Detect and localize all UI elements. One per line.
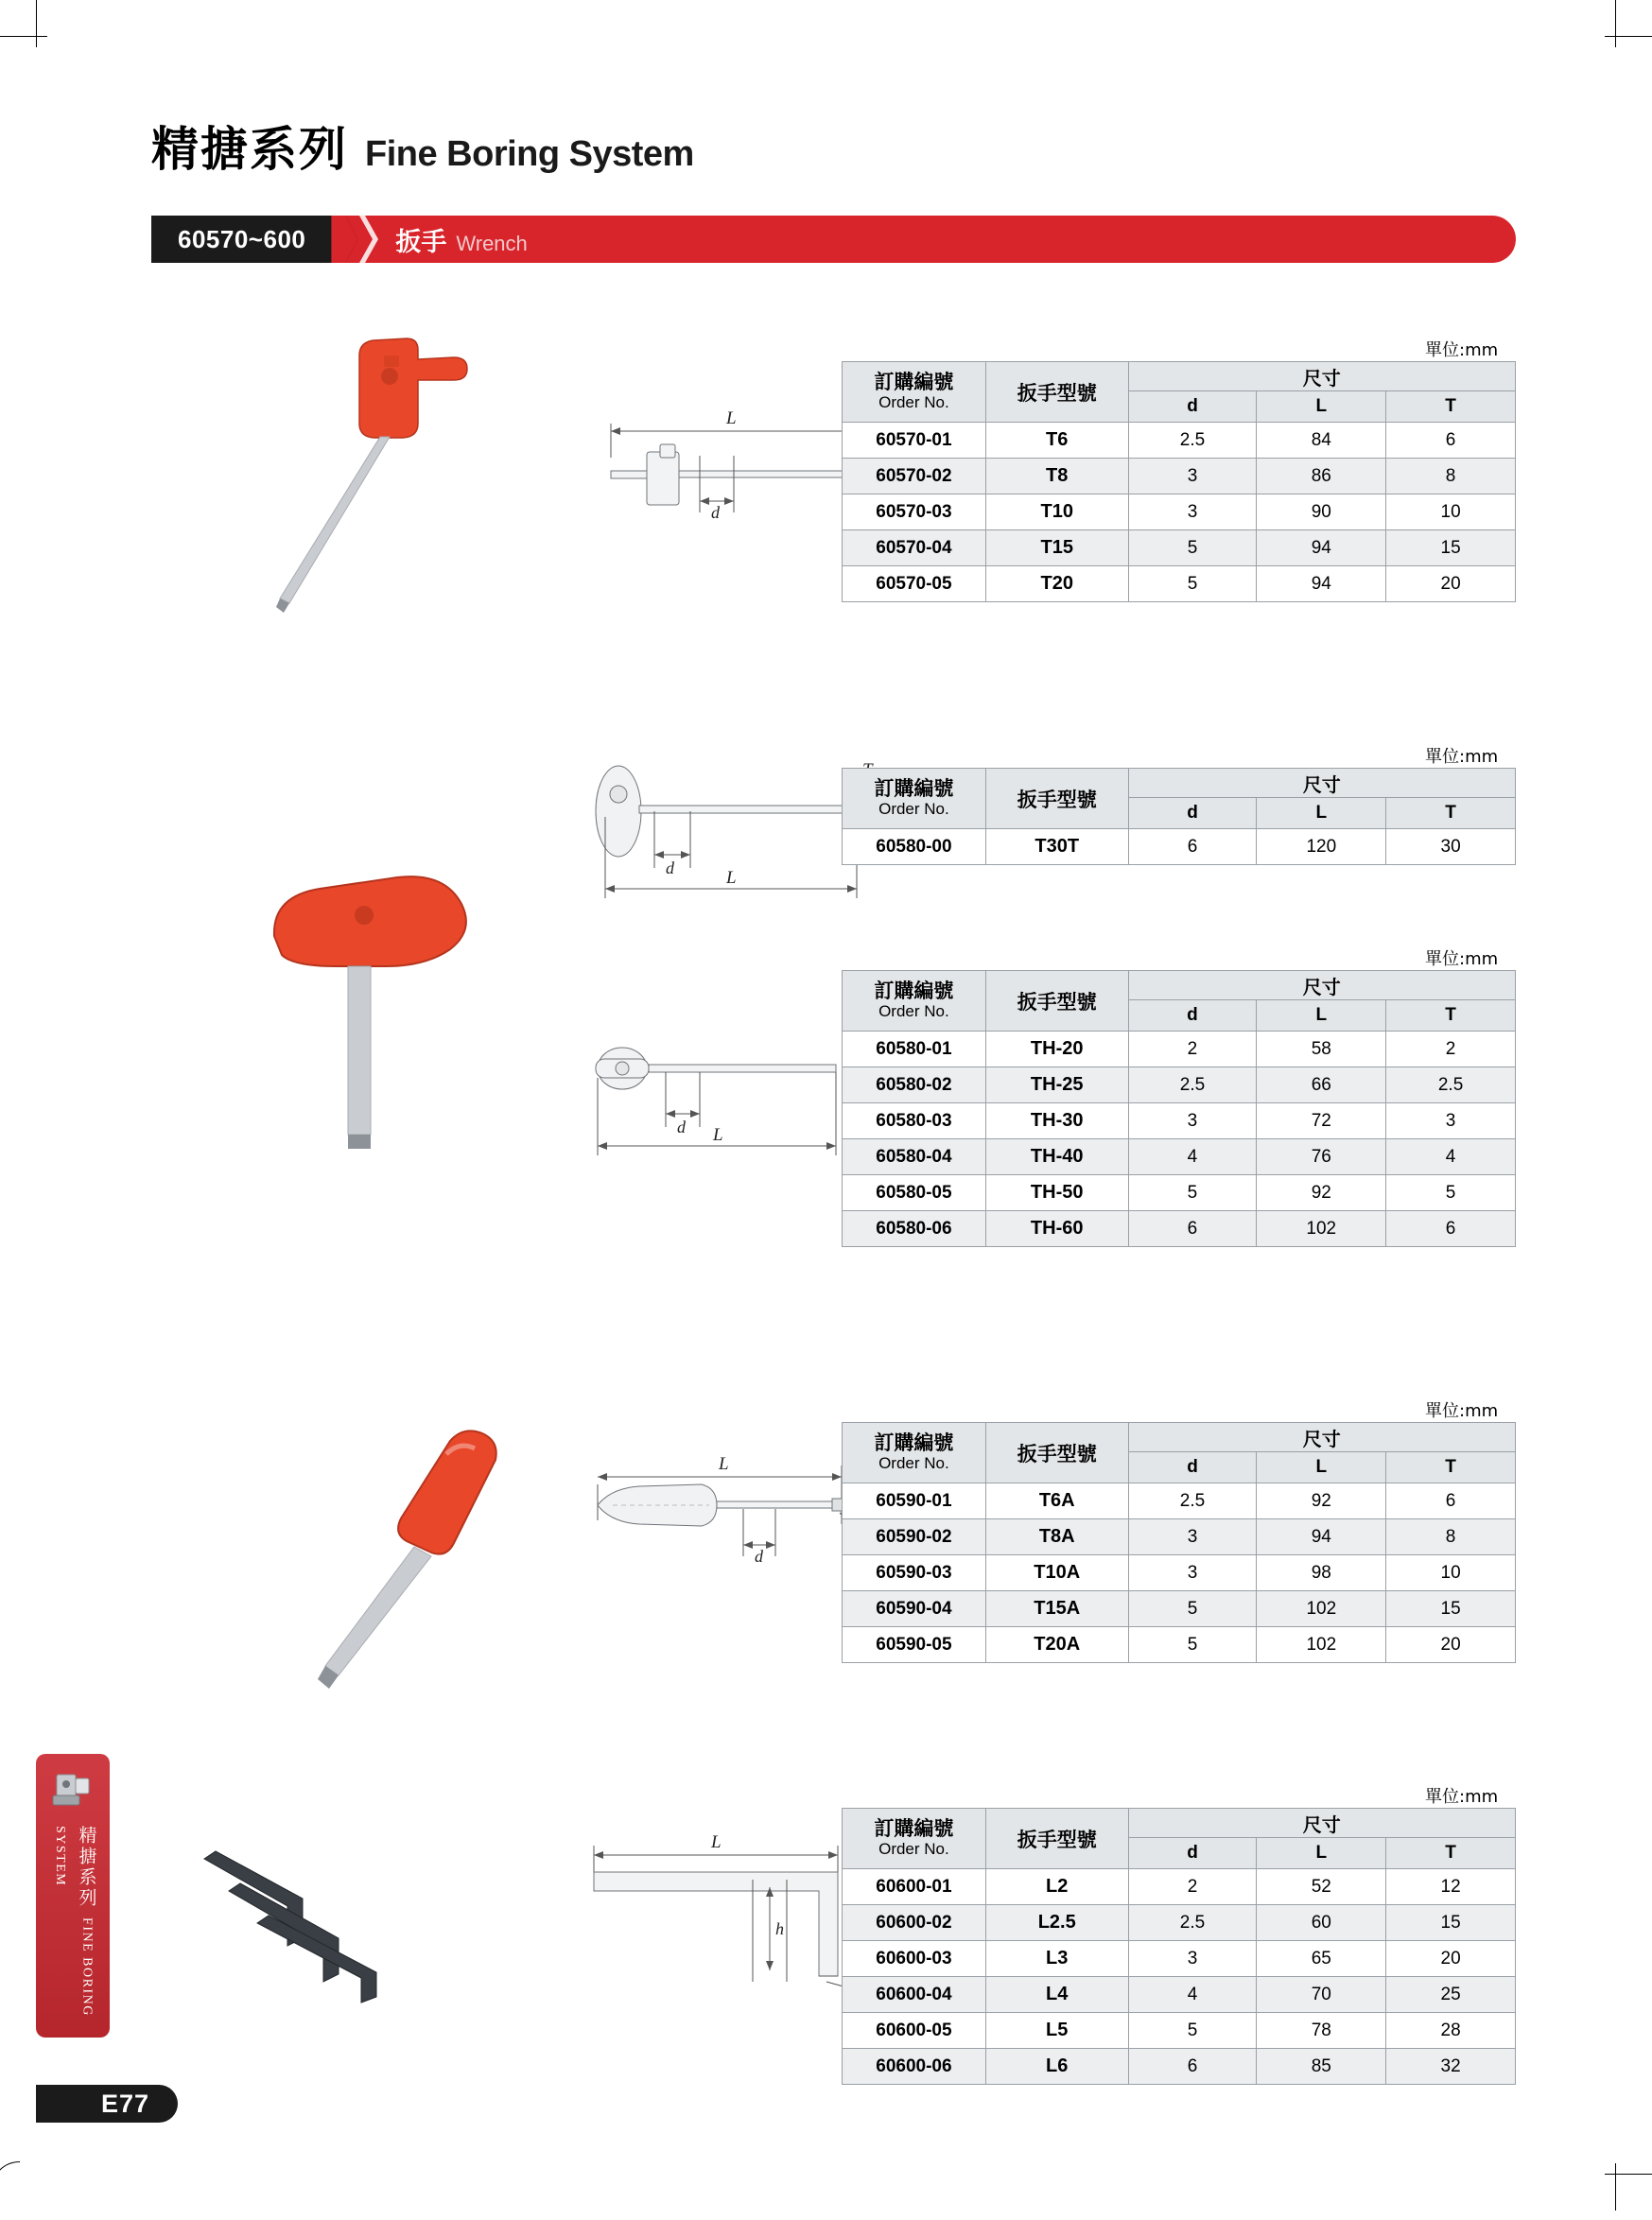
header-L: L <box>1257 1838 1386 1869</box>
cell-model: L3 <box>985 1941 1128 1977</box>
side-tab-fine-boring-system <box>36 1754 110 2038</box>
header-L: L <box>1257 798 1386 829</box>
cell-L: 58 <box>1257 1032 1386 1067</box>
table-row <box>843 1591 1516 1627</box>
header-model: 扳手型號 <box>985 971 1128 1032</box>
cell-model: T6A <box>985 1483 1128 1519</box>
header-order-no-en: Order No. <box>878 393 949 412</box>
cell-model: T20A <box>985 1627 1128 1663</box>
product-photo-screwdriver-torx <box>170 1399 567 1702</box>
unit-note-2: 單位:mm <box>1425 747 1499 767</box>
cell-model: L6 <box>985 2049 1128 2085</box>
side-tab-label <box>46 1826 100 2038</box>
cell-d: 5 <box>1128 1627 1257 1663</box>
cell-model: T30T <box>985 829 1128 865</box>
cell-order: 60580-05 <box>843 1175 986 1211</box>
table-row <box>843 530 1516 566</box>
header-T: T <box>1386 1000 1516 1032</box>
cell-T: 15 <box>1386 530 1516 566</box>
header-model: 扳手型號 <box>985 769 1128 829</box>
table-row <box>843 423 1516 459</box>
cell-d: 5 <box>1128 2013 1257 2049</box>
dimension-drawing-60570 <box>567 407 879 558</box>
header-order-no-en: Order No. <box>878 1454 949 1473</box>
table-row <box>843 1211 1516 1247</box>
page-title-en: Fine Boring System <box>365 134 694 174</box>
table-row <box>843 1869 1516 1905</box>
cell-L: 65 <box>1257 1941 1386 1977</box>
unit-note-4: 單位:mm <box>1425 1401 1499 1421</box>
cell-T: 20 <box>1386 566 1516 602</box>
cell-L: 94 <box>1257 1519 1386 1555</box>
cell-d: 4 <box>1128 1139 1257 1175</box>
cell-T: 8 <box>1386 459 1516 494</box>
cell-order: 60580-06 <box>843 1211 986 1247</box>
table-row <box>843 1483 1516 1519</box>
svg-text:d: d <box>711 503 720 522</box>
header-dimension: 尺寸 <box>1128 1423 1515 1452</box>
table-row <box>843 1519 1516 1555</box>
cell-model: T10 <box>985 494 1128 530</box>
header-order-no-cn: 訂購編號 <box>874 1431 954 1455</box>
dimension-drawing-60600 <box>548 1796 889 2014</box>
cell-d: 6 <box>1128 2049 1257 2085</box>
banner-code: 60570~600 <box>151 216 326 263</box>
cell-model: T15 <box>985 530 1128 566</box>
cell-order: 60590-04 <box>843 1591 986 1627</box>
cell-order: 60600-06 <box>843 2049 986 2085</box>
table-row <box>843 1175 1516 1211</box>
header-order-no <box>843 1809 986 1869</box>
table-row <box>843 1627 1516 1663</box>
header-order-no <box>843 362 986 423</box>
cell-order: 60600-01 <box>843 1869 986 1905</box>
cell-d: 3 <box>1128 1103 1257 1139</box>
cell-order: 60590-01 <box>843 1483 986 1519</box>
cell-T: 10 <box>1386 494 1516 530</box>
cell-model: T10A <box>985 1555 1128 1591</box>
cell-T: 8 <box>1386 1519 1516 1555</box>
cell-d: 6 <box>1128 1211 1257 1247</box>
table-row <box>843 459 1516 494</box>
cell-L: 102 <box>1257 1627 1386 1663</box>
cell-L: 78 <box>1257 2013 1386 2049</box>
cell-L: 102 <box>1257 1591 1386 1627</box>
header-order-no-cn: 訂購編號 <box>874 371 954 394</box>
header-order-no-cn: 訂購編號 <box>874 1817 954 1841</box>
header-T: T <box>1386 1838 1516 1869</box>
cell-order: 60570-01 <box>843 423 986 459</box>
cell-T: 30 <box>1386 829 1516 865</box>
cell-d: 2 <box>1128 1032 1257 1067</box>
product-photo-t-handle-torx <box>170 331 567 615</box>
dimension-drawing-60580 <box>567 1002 889 1172</box>
cell-order: 60570-03 <box>843 494 986 530</box>
cell-L: 84 <box>1257 423 1386 459</box>
svg-text:L: L <box>711 1832 722 1852</box>
banner-chevron-icon <box>359 216 380 263</box>
cell-d: 4 <box>1128 1977 1257 2013</box>
cell-d: 2.5 <box>1128 1067 1257 1103</box>
cell-d: 5 <box>1128 1175 1257 1211</box>
cell-T: 20 <box>1386 1627 1516 1663</box>
cell-L: 72 <box>1257 1103 1386 1139</box>
svg-text:L: L <box>726 868 737 888</box>
header-order-no <box>843 769 986 829</box>
cell-L: 85 <box>1257 2049 1386 2085</box>
cell-d: 3 <box>1128 1941 1257 1977</box>
cell-model: L5 <box>985 2013 1128 2049</box>
cell-model: TH-20 <box>985 1032 1128 1067</box>
cell-d: 5 <box>1128 530 1257 566</box>
header-d: d <box>1128 391 1257 423</box>
table-60600 <box>842 1808 1516 2085</box>
svg-text:L: L <box>713 1125 723 1145</box>
cell-d: 5 <box>1128 566 1257 602</box>
cell-L: 90 <box>1257 494 1386 530</box>
cell-T: 25 <box>1386 1977 1516 2013</box>
svg-text:d: d <box>755 1547 763 1566</box>
svg-text:d: d <box>666 859 674 877</box>
dimension-drawing-60580-00 <box>567 756 889 917</box>
section-banner <box>151 216 1516 263</box>
table-row <box>843 1032 1516 1067</box>
header-d: d <box>1128 1452 1257 1483</box>
header-model: 扳手型號 <box>985 1423 1128 1483</box>
cell-L: 102 <box>1257 1211 1386 1247</box>
header-order-no-en: Order No. <box>878 800 949 819</box>
cell-d: 3 <box>1128 1519 1257 1555</box>
cell-L: 94 <box>1257 566 1386 602</box>
cell-T: 2.5 <box>1386 1067 1516 1103</box>
unit-note-1: 單位:mm <box>1425 340 1499 360</box>
cell-order: 60570-05 <box>843 566 986 602</box>
cell-model: T15A <box>985 1591 1128 1627</box>
header-order-no <box>843 971 986 1032</box>
table-row <box>843 829 1516 865</box>
dimension-drawing-60590 <box>558 1447 889 1598</box>
table-60590 <box>842 1422 1516 1663</box>
header-T: T <box>1386 798 1516 829</box>
table-60570 <box>842 361 1516 602</box>
side-tab-label-cn: 精搪系列 <box>76 1826 97 1909</box>
cell-T: 5 <box>1386 1175 1516 1211</box>
cell-model: TH-25 <box>985 1067 1128 1103</box>
crop-mark-top-left-vertical <box>36 0 37 47</box>
header-d: d <box>1128 798 1257 829</box>
cell-d: 2 <box>1128 1869 1257 1905</box>
cell-model: TH-50 <box>985 1175 1128 1211</box>
table-row <box>843 566 1516 602</box>
crop-mark-top-right-vertical <box>1615 0 1616 47</box>
cell-L: 70 <box>1257 1977 1386 2013</box>
cell-L: 66 <box>1257 1067 1386 1103</box>
cell-order: 60570-02 <box>843 459 986 494</box>
cell-T: 6 <box>1386 1211 1516 1247</box>
header-order-no-cn: 訂購編號 <box>874 980 954 1003</box>
header-order-no <box>843 1423 986 1483</box>
cell-T: 15 <box>1386 1905 1516 1941</box>
header-dimension: 尺寸 <box>1128 1809 1515 1838</box>
banner-text <box>395 221 527 258</box>
cell-d: 5 <box>1128 1591 1257 1627</box>
header-order-no-en: Order No. <box>878 1840 949 1859</box>
header-L: L <box>1257 1000 1386 1032</box>
header-model: 扳手型號 <box>985 362 1128 423</box>
header-T: T <box>1386 1452 1516 1483</box>
cell-order: 60580-01 <box>843 1032 986 1067</box>
svg-text:L: L <box>726 408 737 428</box>
product-photo-hex-keys <box>170 1825 492 2004</box>
header-dimension: 尺寸 <box>1128 362 1515 391</box>
cell-L: 92 <box>1257 1175 1386 1211</box>
header-model: 扳手型號 <box>985 1809 1128 1869</box>
unit-note-3: 單位:mm <box>1425 949 1499 969</box>
cell-model: TH-40 <box>985 1139 1128 1175</box>
cell-T: 28 <box>1386 2013 1516 2049</box>
crop-mark-top-right-horizontal <box>1605 36 1652 37</box>
header-T: T <box>1386 391 1516 423</box>
boring-head-icon <box>47 1769 98 1812</box>
table-row <box>843 1067 1516 1103</box>
cell-T: 2 <box>1386 1032 1516 1067</box>
header-dimension: 尺寸 <box>1128 769 1515 798</box>
cell-order: 60580-02 <box>843 1067 986 1103</box>
cell-T: 20 <box>1386 1941 1516 1977</box>
cell-order: 60570-04 <box>843 530 986 566</box>
cell-model: L2.5 <box>985 1905 1128 1941</box>
svg-text:L: L <box>719 1454 729 1474</box>
cell-model: L2 <box>985 1869 1128 1905</box>
cell-model: TH-30 <box>985 1103 1128 1139</box>
crop-mark-bottom-right-horizontal <box>1605 2174 1652 2175</box>
cell-T: 32 <box>1386 2049 1516 2085</box>
cell-order: 60600-05 <box>843 2013 986 2049</box>
cell-L: 60 <box>1257 1905 1386 1941</box>
svg-text:h: h <box>775 1919 784 1938</box>
cell-d: 2.5 <box>1128 423 1257 459</box>
table-60580 <box>842 970 1516 1247</box>
table-row <box>843 1941 1516 1977</box>
cell-L: 86 <box>1257 459 1386 494</box>
table-row <box>843 1905 1516 1941</box>
cell-model: L4 <box>985 1977 1128 2013</box>
product-photo-t-handle-hex <box>161 851 567 1172</box>
corner-arc-bottom-left <box>0 2161 49 2220</box>
banner-title-en: Wrench <box>456 231 528 255</box>
cell-d: 3 <box>1128 1555 1257 1591</box>
banner-title-cn: 扳手 <box>395 227 447 257</box>
cell-T: 15 <box>1386 1591 1516 1627</box>
header-order-no-cn: 訂購編號 <box>874 777 954 801</box>
cell-T: 12 <box>1386 1869 1516 1905</box>
cell-order: 60600-04 <box>843 1977 986 2013</box>
cell-model: T8A <box>985 1519 1128 1555</box>
cell-model: T20 <box>985 566 1128 602</box>
cell-order: 60600-03 <box>843 1941 986 1977</box>
cell-model: T8 <box>985 459 1128 494</box>
table-row <box>843 2049 1516 2085</box>
unit-note-5: 單位:mm <box>1425 1787 1499 1807</box>
cell-L: 120 <box>1257 829 1386 865</box>
side-tab-label-en: FINE BORING SYSTEM <box>53 1826 95 2017</box>
cell-L: 98 <box>1257 1555 1386 1591</box>
header-order-no-en: Order No. <box>878 1002 949 1021</box>
cell-d: 2.5 <box>1128 1905 1257 1941</box>
cell-T: 4 <box>1386 1139 1516 1175</box>
cell-model: T6 <box>985 423 1128 459</box>
table-row <box>843 1555 1516 1591</box>
cell-d: 6 <box>1128 829 1257 865</box>
svg-text:d: d <box>677 1118 686 1136</box>
table-row <box>843 1103 1516 1139</box>
cell-order: 60590-03 <box>843 1555 986 1591</box>
page-number: E77 <box>100 2089 149 2118</box>
cell-T: 6 <box>1386 423 1516 459</box>
cell-L: 76 <box>1257 1139 1386 1175</box>
header-d: d <box>1128 1838 1257 1869</box>
table-row <box>843 494 1516 530</box>
cell-order: 60590-05 <box>843 1627 986 1663</box>
cell-T: 6 <box>1386 1483 1516 1519</box>
header-L: L <box>1257 391 1386 423</box>
header-dimension: 尺寸 <box>1128 971 1515 1000</box>
page-number-badge <box>36 2085 178 2123</box>
crop-mark-bottom-right-vertical <box>1615 2163 1616 2211</box>
cell-L: 92 <box>1257 1483 1386 1519</box>
cell-d: 2.5 <box>1128 1483 1257 1519</box>
cell-order: 60580-03 <box>843 1103 986 1139</box>
banner-arrow-icon <box>325 216 357 263</box>
cell-d: 3 <box>1128 459 1257 494</box>
page-title <box>151 112 694 180</box>
cell-order: 60600-02 <box>843 1905 986 1941</box>
table-60580-00 <box>842 768 1516 865</box>
header-L: L <box>1257 1452 1386 1483</box>
cell-L: 52 <box>1257 1869 1386 1905</box>
cell-model: TH-60 <box>985 1211 1128 1247</box>
cell-order: 60580-00 <box>843 829 986 865</box>
cell-d: 3 <box>1128 494 1257 530</box>
table-row <box>843 1977 1516 2013</box>
cell-order: 60580-04 <box>843 1139 986 1175</box>
crop-mark-top-left-horizontal <box>0 36 47 37</box>
cell-T: 10 <box>1386 1555 1516 1591</box>
cell-T: 3 <box>1386 1103 1516 1139</box>
table-row <box>843 2013 1516 2049</box>
page-title-cn: 精搪系列 <box>151 122 348 177</box>
cell-L: 94 <box>1257 530 1386 566</box>
table-row <box>843 1139 1516 1175</box>
header-d: d <box>1128 1000 1257 1032</box>
cell-order: 60590-02 <box>843 1519 986 1555</box>
